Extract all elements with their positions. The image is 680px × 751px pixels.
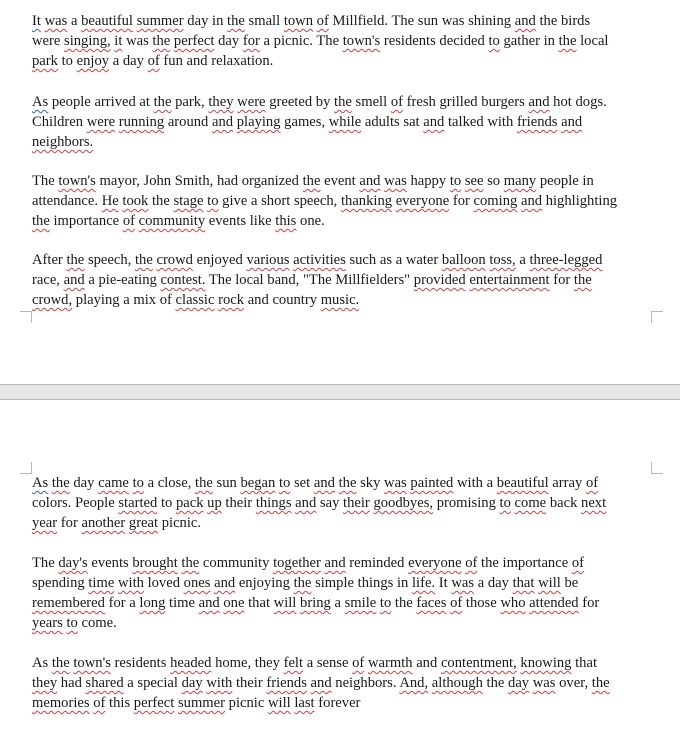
text-line: crowd, playing a mix of classic rock and country music. xyxy=(32,292,360,308)
text-line: As people arrived at the park, they were greeted by the smell of fresh grilled burgers and hot dogs. xyxy=(32,94,607,110)
paragraph-6[interactable] xyxy=(32,553,657,633)
text-line: attendance. He took the stage to give a short speech, thanking everyone for coming and highlighting xyxy=(32,193,618,209)
paragraph-2[interactable] xyxy=(32,92,657,152)
text-line: The day's events brought the community together and reminded everyone of the importance of xyxy=(32,555,585,571)
paragraph-4[interactable] xyxy=(32,250,657,310)
text-line: spending time with loved ones and enjoying the simple things in life. It was a day that will be xyxy=(32,575,579,591)
paragraph-1[interactable] xyxy=(32,11,657,71)
text-line: memories of this perfect summer picnic will last forever xyxy=(32,695,361,711)
document-page-2[interactable] xyxy=(0,400,680,751)
text-line: As the town's residents headed home, they felt a sense of warmth and contentment, knowing that xyxy=(32,655,598,671)
margin-corner-marker xyxy=(651,311,663,323)
text-line: park to enjoy a day of fun and relaxation. xyxy=(32,53,274,69)
text-line: they had shared a special day with their friends and neighbors. And, although the day was over, the xyxy=(32,675,610,691)
text-line: remembered for a long time and one that will bring a smile to the faces of those who attended for xyxy=(32,595,600,611)
paragraph-3[interactable] xyxy=(32,171,657,231)
margin-corner-marker xyxy=(20,311,32,323)
text-line: were singing, it was the perfect day for a picnic. The town's residents decided to gather in the local xyxy=(32,33,609,49)
text-line: As the day came to a close, the sun began to set and the sky was painted with a beautiful array of xyxy=(32,475,599,491)
paragraph-7[interactable] xyxy=(32,653,657,713)
text-line: neighbors. xyxy=(32,134,94,150)
text-line: The town's mayor, John Smith, had organized the event and was happy to see so many people in xyxy=(32,173,594,189)
paragraph-5[interactable] xyxy=(32,473,657,533)
text-line: years to come. xyxy=(32,615,117,631)
text-line: Children were running around and playing games, while adults sat and talked with friends and xyxy=(32,114,583,130)
text-line: It was a beautiful summer day in the small town of Millfield. The sun was shining and the birds xyxy=(32,13,591,29)
text-line: year for another great picnic. xyxy=(32,515,202,531)
text-line: After the speech, the crowd enjoyed various activities such as a water balloon toss, a three-legged xyxy=(32,252,603,268)
text-line: the importance of community events like this one. xyxy=(32,213,325,229)
text-line: colors. People started to pack up their things and say their goodbyes, promising to come back next xyxy=(32,495,607,511)
margin-corner-marker xyxy=(20,462,32,474)
page-break-gap xyxy=(0,384,680,400)
text-line: race, and a pie-eating contest. The local band, "The Millfielders" provided entertainment for the xyxy=(32,272,592,288)
